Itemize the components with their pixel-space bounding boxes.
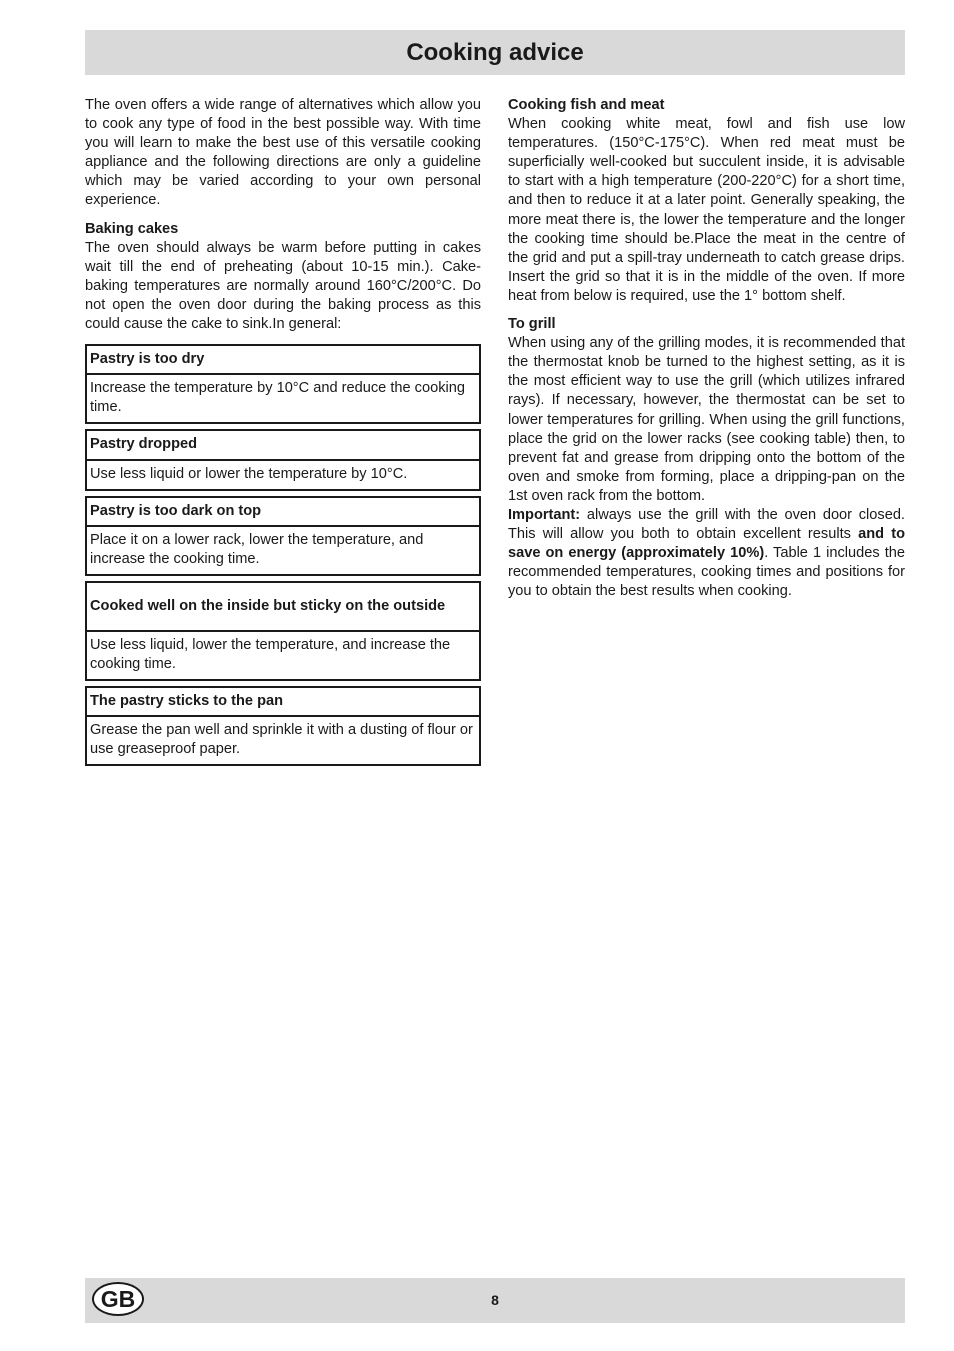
tip-box <box>85 429 481 490</box>
tip-solution: Use less liquid, lower the temperature, and increase the cooking time. <box>90 636 451 673</box>
right-column <box>508 96 905 601</box>
tip-problem: Pastry is too dark on top <box>87 498 479 527</box>
page-title: Cooking advice <box>406 38 584 66</box>
tip-box <box>85 581 481 681</box>
tip-box <box>85 496 481 576</box>
fish-meat-text: When cooking white meat, fowl and fish use low temperatures. (150°C-175°C). When red meat must be superficially well-cooked but succulent inside, it is advisable to start with a high temperature (200-220°C) for a short time, and then to reduce it at a later point. Generally speaking, the more meat there is, the lower the temperature and the longer the cooking time should be.Place the meat in the centre of the grid and put a spill-tray underneath to catch grease drips. Insert the grid so that it is in the middle of the oven. If more heat from below is required, use the 1° bottom shelf. <box>508 116 905 304</box>
language-badge: GB <box>92 1282 144 1316</box>
tip-problem: Pastry dropped <box>87 431 479 460</box>
page-footer <box>85 1278 905 1323</box>
important-text-1: always use the grill with the oven door closed. This will allow you both to obtain excellent results <box>508 506 905 543</box>
left-column <box>85 96 481 771</box>
fish-meat-heading: Cooking fish and meat <box>508 97 665 113</box>
important-text-2: . Table 1 includes the recommended temperatures, cooking times and positions for you to obtain the best results when cooking. <box>508 545 905 600</box>
tip-solution: Increase the temperature by 10°C and reduce the cooking time. <box>90 380 465 416</box>
grill-text: When using any of the grilling modes, it is recommended that the thermostat knob be turned to the highest setting, as it is the most efficient way to use the grill (which utilizes infrared rays). If necessary, however, the thermostat can be set to lower temperatures for grilling. When using the grill functions, place the grid on the lower racks (see cooking table) then, to prevent fat and grease from dripping onto the bottom of the oven and smoke from forming, place a dripping-pan on the 1st oven rack from the bottom. <box>508 335 905 504</box>
tip-box <box>85 686 481 766</box>
tip-solution: Place it on a lower rack, lower the temperature, and increase the cooking time. <box>90 531 424 567</box>
baking-cakes-heading: Baking cakes <box>85 220 179 237</box>
tip-problem: Pastry is too dry <box>87 346 479 375</box>
page-header <box>85 30 905 75</box>
grill-heading: To grill <box>508 316 556 333</box>
page-number: 8 <box>491 1292 499 1308</box>
important-label: Important: <box>508 506 581 523</box>
important-note <box>508 506 905 601</box>
important-bold: and to save on energy (approximately 10%) <box>508 526 905 562</box>
intro-paragraph: The oven offers a wide range of alternatives which allow you to cook any type of food in the best possible way. With time you will learn to make the best use of this versatile cooking appliance and the following directions are only a guideline which may be varied according to your own personal experience. <box>85 97 481 209</box>
baking-tips-table <box>85 344 481 766</box>
tip-problem: The pastry sticks to the pan <box>87 688 479 717</box>
tip-box <box>85 344 481 424</box>
baking-cakes-text: The oven should always be warm before putting in cakes wait till the end of preheating (about 10-15 min.). Cake-baking temperatures are normally around 160°C/200°C. Do not open the oven door during the baking process as this could cause the cake to sink.In general: <box>85 239 481 333</box>
tip-problem: Cooked well on the inside but sticky on the outside <box>87 583 479 632</box>
tip-solution: Use less liquid or lower the temperature by 10°C. <box>90 465 408 482</box>
tip-solution: Grease the pan well and sprinkle it with a dusting of flour or use greaseproof paper. <box>90 722 473 758</box>
